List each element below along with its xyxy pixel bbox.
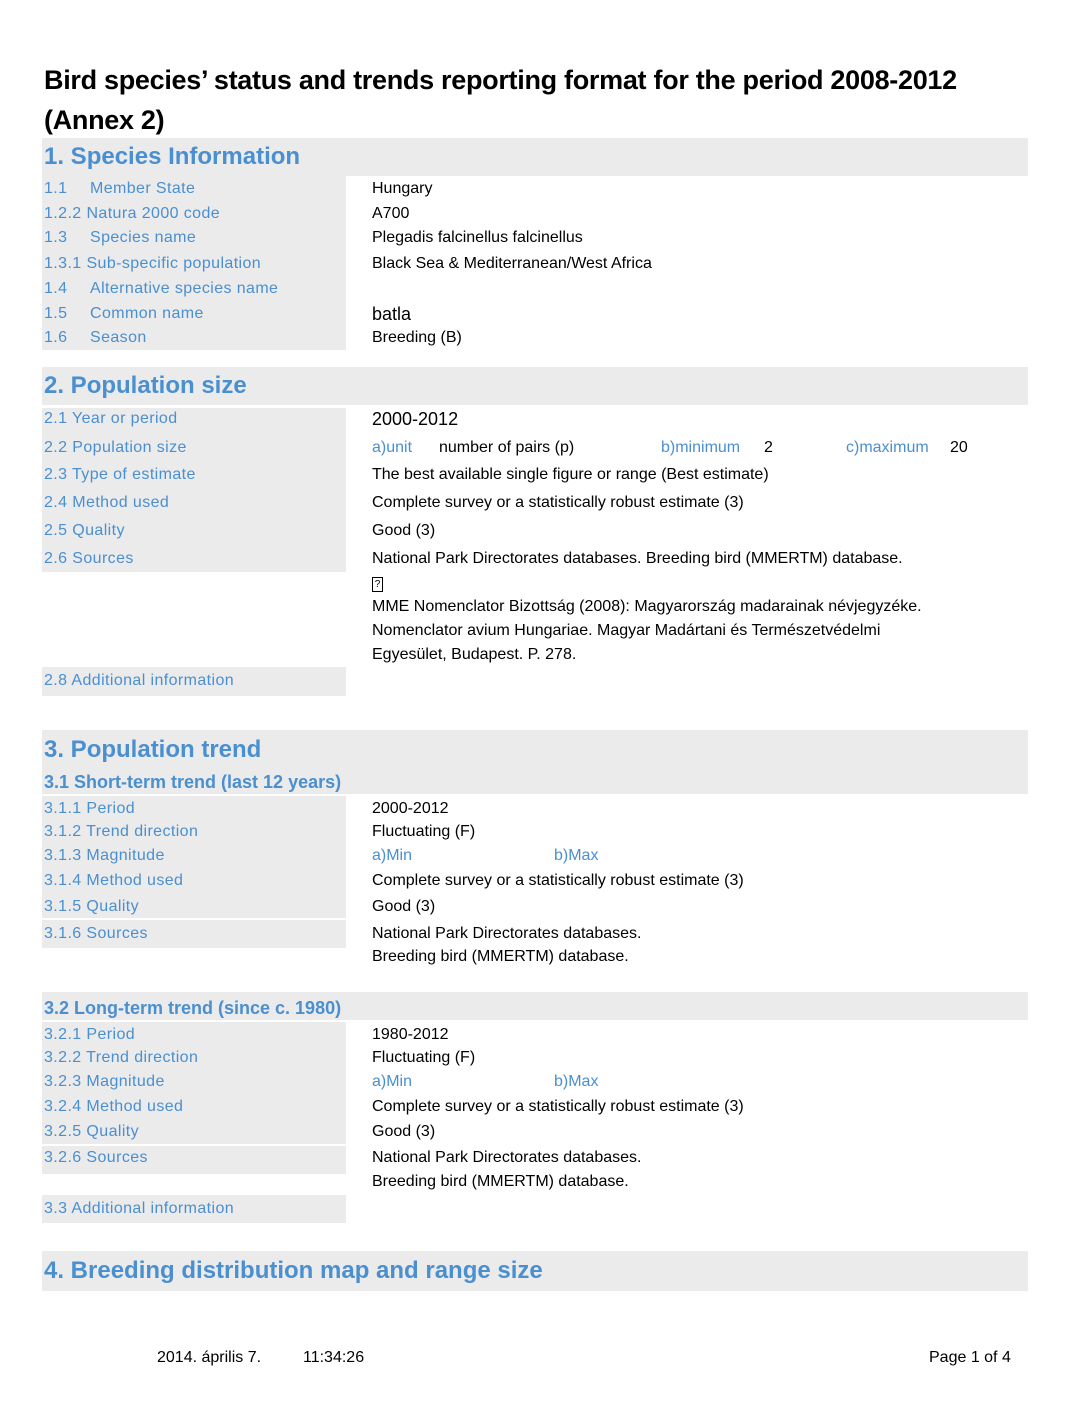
- section-2-heading: 2. Population size: [44, 372, 247, 399]
- section-4-heading: 4. Breeding distribution map and range size: [44, 1257, 543, 1284]
- sources-line-2: [372, 574, 383, 592]
- long-method-value: Complete survey or a statistically robust estimate (3): [372, 1098, 744, 1115]
- row-common-name-value: batla: [372, 304, 412, 324]
- unit-label: a)unit: [372, 439, 413, 456]
- short-period-value: 2000-2012: [372, 800, 449, 817]
- section-1-heading: 1. Species Information: [44, 143, 301, 170]
- row-subspecific-value: Black Sea & Mediterranean/West Africa: [372, 255, 652, 272]
- quality-label: 2.5 Quality: [44, 522, 125, 539]
- long-sources-line-2: Breeding bird (MMERTM) database.: [372, 1173, 629, 1190]
- minimum-value: 2: [764, 439, 773, 456]
- row-alt-name-label: 1.4 Alternative species name: [44, 280, 279, 297]
- estimate-type-label: 2.3 Type of estimate: [44, 466, 196, 483]
- short-sources-line-1: National Park Directorates databases.: [372, 925, 642, 942]
- long-min-label: a)Min: [372, 1073, 413, 1090]
- short-quality-value: Good (3): [372, 898, 436, 915]
- row-species-name-value: Plegadis falcinellus falcinellus: [372, 229, 583, 246]
- long-magnitude-label: 3.2.3 Magnitude: [44, 1073, 165, 1090]
- year-period-value: 2000-2012: [372, 409, 459, 429]
- long-quality-value: Good (3): [372, 1123, 436, 1140]
- row-season-value: Breeding (B): [372, 329, 462, 346]
- method-used-value: Complete survey or a statistically robust estimate (3): [372, 494, 744, 511]
- row-species-name-label: 1.3 Species name: [44, 229, 197, 246]
- sources-line-1: National Park Directorates databases. Breeding bird (MMERTM) database.: [372, 550, 903, 567]
- population-size-label: 2.2 Population size: [44, 439, 187, 456]
- minimum-label: b)minimum: [661, 439, 741, 456]
- method-used-label: 2.4 Method used: [44, 494, 170, 511]
- long-max-label: b)Max: [554, 1073, 599, 1090]
- sources-label: 2.6 Sources: [44, 550, 134, 567]
- long-quality-label: 3.2.5 Quality: [44, 1123, 140, 1140]
- short-quality-label: 3.1.5 Quality: [44, 898, 140, 915]
- footer-date: 2014. április 7.: [157, 1349, 262, 1366]
- short-direction-label: 3.1.2 Trend direction: [44, 823, 199, 840]
- short-sources-line-2: Breeding bird (MMERTM) database.: [372, 948, 629, 965]
- sources-line-4: Nomenclator avium Hungariae. Magyar Madártani és Természetvédelmi: [372, 622, 881, 639]
- long-period-label: 3.2.1 Period: [44, 1026, 136, 1043]
- long-sources-line-1: National Park Directorates databases.: [372, 1149, 642, 1166]
- row-season-label: 1.6 Season: [44, 329, 147, 346]
- additional-info-3-label: 3.3 Additional information: [44, 1200, 235, 1217]
- long-method-label: 3.2.4 Method used: [44, 1098, 184, 1115]
- row-member-state-label: 1.1 Member State: [44, 180, 196, 197]
- missing-glyph-icon: ?: [372, 577, 383, 592]
- unit-value: number of pairs (p): [439, 439, 575, 456]
- document-title: Bird species’ status and trends reporting format for the period 2008-2012 (Annex 2): [44, 65, 957, 135]
- section-2-label-column: [42, 408, 346, 572]
- section-3-heading: 3. Population trend: [44, 736, 262, 763]
- long-direction-value: Fluctuating (F): [372, 1049, 476, 1066]
- maximum-value: 20: [950, 439, 968, 456]
- sources-line-3: MME Nomenclator Bizottság (2008): Magyarország madarainak névjegyzéke.: [372, 598, 922, 615]
- sources-line-5: Egyesület, Budapest. P. 278.: [372, 646, 577, 663]
- short-method-value: Complete survey or a statistically robust estimate (3): [372, 872, 744, 889]
- long-period-value: 1980-2012: [372, 1026, 449, 1043]
- short-method-label: 3.1.4 Method used: [44, 872, 184, 889]
- long-sources-label: 3.2.6 Sources: [44, 1149, 148, 1166]
- long-term-heading: 3.2 Long-term trend (since c. 1980): [44, 998, 342, 1018]
- short-max-label: b)Max: [554, 847, 599, 864]
- short-direction-value: Fluctuating (F): [372, 823, 476, 840]
- row-natura-code-value: A700: [372, 205, 410, 222]
- short-sources-label: 3.1.6 Sources: [44, 925, 148, 942]
- additional-info-2-label: 2.8 Additional information: [44, 672, 235, 689]
- short-magnitude-label: 3.1.3 Magnitude: [44, 847, 165, 864]
- estimate-type-value: The best available single figure or range (Best estimate): [372, 466, 769, 483]
- row-natura-code-label: 1.2.2 Natura 2000 code: [44, 205, 221, 222]
- long-direction-label: 3.2.2 Trend direction: [44, 1049, 199, 1066]
- year-period-label: 2.1 Year or period: [44, 410, 178, 427]
- row-subspecific-label: 1.3.1 Sub-specific population: [44, 255, 262, 272]
- footer-time: 11:34:26: [303, 1349, 365, 1366]
- quality-value: Good (3): [372, 522, 436, 539]
- short-period-label: 3.1.1 Period: [44, 800, 136, 817]
- row-common-name-label: 1.5 Common name: [44, 305, 204, 322]
- short-term-heading: 3.1 Short-term trend (last 12 years): [44, 772, 342, 792]
- maximum-label: c)maximum: [846, 439, 929, 456]
- short-min-label: a)Min: [372, 847, 413, 864]
- footer-page-number: Page 1 of 4: [929, 1349, 1011, 1366]
- row-member-state-value: Hungary: [372, 180, 433, 197]
